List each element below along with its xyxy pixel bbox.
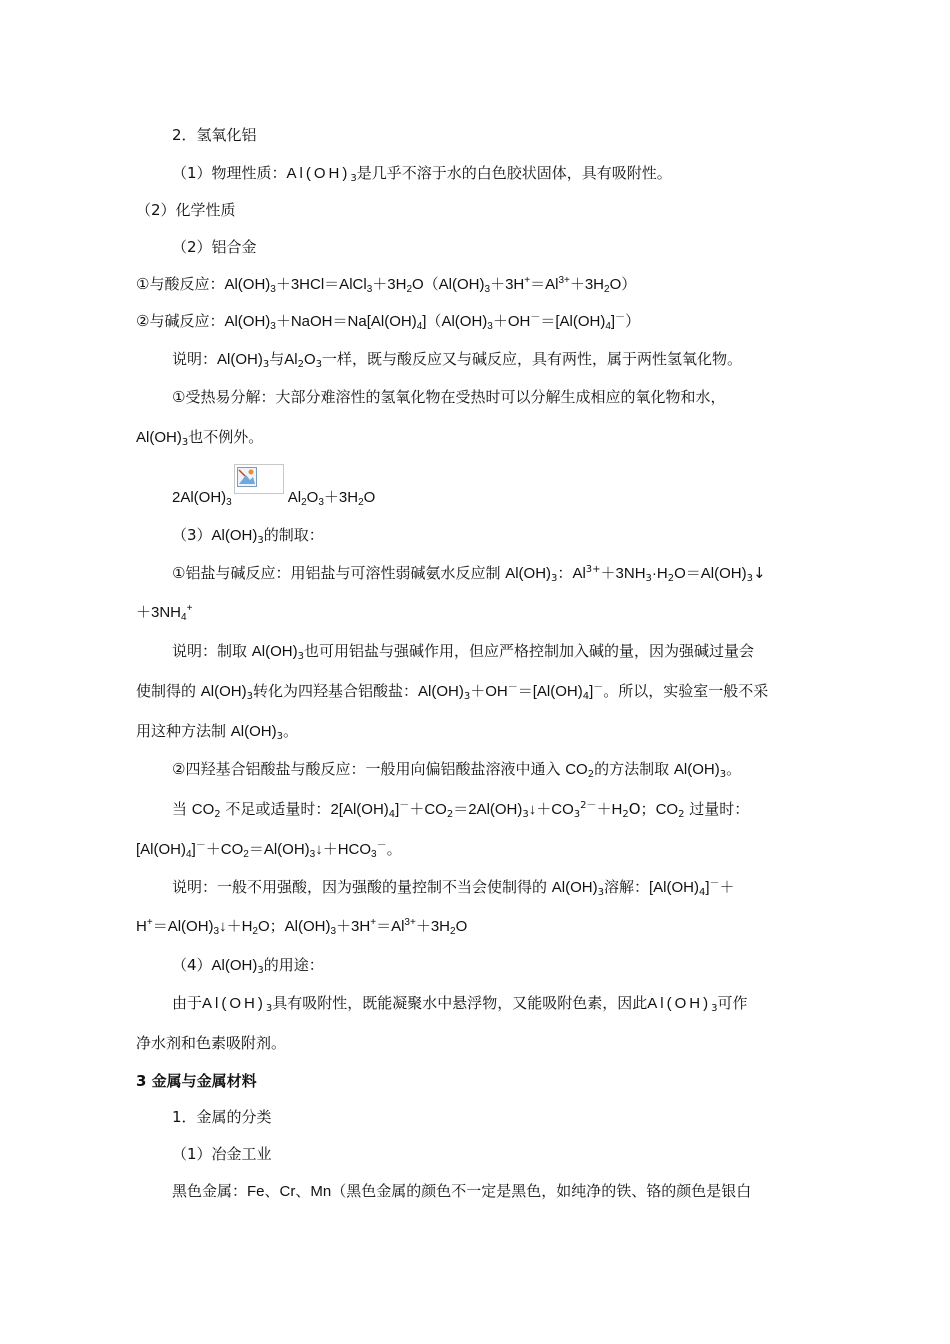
reaction-with-acid-line: ①与酸反应：$Al(OH)_3+3HCl=AlCl_3+3H_2O(Al(OH)_3+3H^+=Al^{3+}+3H_2O)$ <box>136 275 637 295</box>
strong-base-note-line1: 说明：制取 $Al(OH)_3$也可用铝盐与强碱作用，但应严格控制加入碱的量，因为强碱过量会 <box>172 642 754 662</box>
salt-with-base-line: ①铝盐与碱反应：用铝盐与可溶性弱碱氨水反应制 $Al(OH)_3$：$Al^{3+}+3NH_3\cdot H_2O=Al(OH)_3↓$ <box>172 564 766 584</box>
preparation-heading: $(3)Al(OH)_3$的制取： <box>172 526 324 546</box>
strong-base-note-line2: 使制得的 $Al(OH)_3$转化为四羟基合铝酸盐：$Al(OH)_3+OH^-=[Al(OH)_4]^-$。所以，实验室一般不采 <box>136 682 769 702</box>
salt-with-base-continued: $+3NH_4^+$ <box>136 603 193 623</box>
metallurgy-heading: （1）冶金工业 <box>172 1145 272 1163</box>
strong-base-note-line3: 用这种方法制 $Al(OH)_3$。 <box>136 722 298 742</box>
co2-amount-line2: $[Al(OH)_4]^-+CO_2=Al(OH)_3↓+HCO_3^-$。 <box>136 840 402 860</box>
aluminum-alloy-heading: （2）铝合金 <box>172 238 257 256</box>
decomposition-equation: $2Al(OH)_3$ $Al_2O_3+3H_2O$ <box>172 474 375 508</box>
physical-properties-line: （1）物理性质：$Al(OH)_3$是几乎不溶于水的白色胶状固体，具有吸附性。 <box>172 164 672 184</box>
uses-heading: $(4)Al(OH)_3$的用途： <box>172 956 324 976</box>
strong-acid-note-line2: $H^+=Al(OH)_3↓+H_2O$；$Al(OH)_3+3H^+=Al^{3+}+3H_2O$ <box>136 917 468 937</box>
strong-acid-note-line1: 说明：一般不用强酸，因为强酸的量控制不当会使制得的 $Al(OH)_3$溶解：$[Al(OH)_4]^-+$ <box>172 878 735 898</box>
thermal-decomposition-line: ①受热易分解：大部分难溶性的氢氧化物在受热时可以分解生成相应的氧化物和水， <box>172 388 726 406</box>
chemical-properties-heading: （2）化学性质 <box>136 201 236 219</box>
thermal-decomposition-continued: $Al(OH)_3$也不例外。 <box>136 428 264 448</box>
uses-line1: 由于$Al(OH)_3$具有吸附性，既能凝聚水中悬浮物，又能吸附色素，因此$Al(OH)_3$可作 <box>172 994 748 1014</box>
tetrahydroxoaluminate-with-acid-line: ②四羟基合铝酸盐与酸反应：一般用向偏铝酸盐溶液中通入 $CO_2$的方法制取 $Al(OH)_3$。 <box>172 760 742 780</box>
metal-classification-heading: 1．金属的分类 <box>172 1108 272 1126</box>
heating-condition-image-icon <box>234 464 284 494</box>
chapter-heading-metals: 3 金属与金属材料 <box>136 1072 257 1090</box>
reaction-with-base-line: ②与碱反应：$Al(OH)_3+NaOH=Na[Al(OH)_4](Al(OH)_3+OH^-=[Al(OH)_4]^-)$ <box>136 312 641 332</box>
uses-line2: 净水剂和色素吸附剂。 <box>136 1034 287 1052</box>
section-heading-aluminum-hydroxide: 2．氢氧化铝 <box>172 126 257 144</box>
co2-amount-line1: 当 $CO_2$ 不足或适量时：$2[Al(OH)_4]^-+CO_2=2Al(OH)_3↓+CO_3^{2-}+H_2O$；$CO_2$ 过量时： <box>172 800 750 820</box>
ferrous-metals-line: 黑色金属：Fe、Cr、Mn（黑色金属的颜色不一定是黑色，如纯净的铁、铬的颜色是银白 <box>172 1182 752 1200</box>
amphoteric-note-line: 说明：$Al(OH)_3$与$Al_2O_3$一样，既与酸反应又与碱反应，具有两性，属于两性氢氧化物。 <box>172 350 743 370</box>
